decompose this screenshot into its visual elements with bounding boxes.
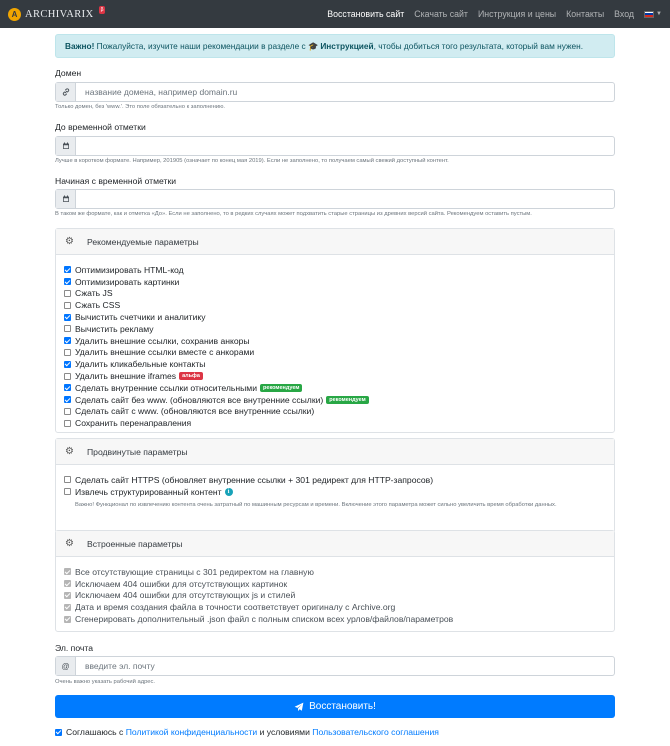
alert-text-end: , чтобы добиться того результата, который вам нужен.: [373, 41, 584, 51]
alert-instruction-link[interactable]: Инструкцией: [320, 41, 374, 51]
language-selector[interactable]: [641, 11, 662, 18]
recommended-checkbox-5[interactable]: [64, 325, 71, 332]
advanced-params-card: [55, 438, 615, 533]
domain-input[interactable]: [76, 83, 614, 101]
recommended-checkbox-11[interactable]: [64, 396, 71, 403]
recommended-params-card: [55, 228, 615, 433]
recommended-option-label-12[interactable]: Сделать сайт с www. (обновляются все внутренние ссылки): [75, 406, 315, 417]
brand-name: ARCHIVARIX: [25, 8, 94, 20]
agreement-checkbox[interactable]: [55, 729, 62, 736]
recommended-checkbox-7[interactable]: [64, 349, 71, 356]
builtin-params-card: [55, 530, 615, 632]
recommended-option-0: [64, 264, 606, 276]
builtin-option-label-2[interactable]: Исключаем 404 ошибки для отсутствующих js и стилей: [75, 590, 296, 601]
builtin-params-title: Встроенные параметры: [87, 538, 183, 549]
timestamp-to-input-group: [55, 136, 615, 156]
nav-item-2[interactable]: Инструкция и цены: [477, 9, 557, 19]
alert-text: Пожалуйста, изучите наши рекомендации в разделе с: [94, 41, 308, 51]
recommended-option-12: [64, 406, 606, 418]
builtin-checkbox-0: [64, 568, 71, 575]
link-icon: [56, 83, 76, 101]
gear-icon: ⚙: [65, 236, 74, 247]
submit-label: Восстановить!: [309, 701, 376, 712]
recommended-checkbox-9[interactable]: [64, 373, 71, 380]
advanced-checkbox-1[interactable]: [64, 488, 71, 495]
builtin-option-label-3[interactable]: Дата и время создания файла в точности соответствует оригиналу с Archive.org: [75, 602, 396, 613]
advanced-options: [56, 465, 614, 498]
alert-strong: Важно!: [65, 41, 95, 51]
builtin-checkbox-2: [64, 592, 71, 599]
recommended-option-2: [64, 288, 606, 300]
advanced-note: Важно! Функционал по извлечению контента очень затратный по машинным ресурсам и времени. Включение этого параметра может сильно увеличить время обработки данных.: [75, 501, 557, 508]
timestamp-from-label: Начиная с временной отметки: [55, 176, 177, 186]
timestamp-to-help: Лучше в коротком формате. Например, 201905 (означает по конец мая 2019). Если не заполнено, то получаем самый свежий доступный контент.: [55, 158, 449, 164]
builtin-option-2: [64, 590, 606, 602]
recommended-checkbox-4[interactable]: [64, 314, 71, 321]
archivarix-logo-icon: A: [8, 8, 21, 21]
recommended-option-label-2[interactable]: Сжать JS: [75, 288, 113, 299]
recommended-checkbox-3[interactable]: [64, 302, 71, 309]
nav-menu: [322, 9, 662, 19]
advanced-option-label-0[interactable]: Сделать сайт HTTPS (обновляет внутренние ссылки + 301 редирект для HTTP-запросов): [75, 474, 434, 485]
at-icon: @: [56, 657, 76, 675]
option-badge: рекомендуем: [326, 396, 368, 404]
email-input-group: [55, 656, 615, 676]
recommended-option-label-9[interactable]: Удалить внешние iframes: [75, 371, 177, 382]
recommended-option-4: [64, 311, 606, 323]
recommended-checkbox-8[interactable]: [64, 361, 71, 368]
recommended-option-label-7[interactable]: Удалить внешние ссылки вместе с анкорами: [75, 347, 255, 358]
recommended-checkbox-12[interactable]: [64, 408, 71, 415]
recommended-option-9: [64, 370, 606, 382]
recommended-option-label-13[interactable]: Сохранить перенаправления: [75, 418, 192, 429]
brand-beta-badge: β: [100, 7, 104, 13]
domain-label: Домен: [55, 68, 82, 78]
builtin-option-label-1[interactable]: Исключаем 404 ошибки для отсутствующих картинок: [75, 578, 288, 589]
russian-flag-icon: [644, 11, 654, 18]
agreement-row: [55, 727, 615, 737]
advanced-option-label-1[interactable]: Извлечь структурированный контент: [75, 486, 222, 497]
gear-icon: ⚙: [65, 538, 74, 549]
nav-item-0[interactable]: Восстановить сайт: [327, 9, 405, 19]
advanced-option-1: [64, 486, 606, 498]
recommended-option-5: [64, 323, 606, 335]
recommended-option-label-10[interactable]: Сделать внутренние ссылки относительными: [75, 382, 258, 393]
agreement-text-1: Соглашаюсь с: [66, 727, 126, 737]
calendar-icon: [56, 137, 76, 155]
nav-item-4[interactable]: Вход: [614, 9, 635, 19]
caret-down-icon: ▼: [656, 11, 662, 17]
recommended-options: [56, 255, 614, 429]
recommended-checkbox-2[interactable]: [64, 290, 71, 297]
recommended-checkbox-10[interactable]: [64, 384, 71, 391]
recommended-checkbox-6[interactable]: [64, 337, 71, 344]
advanced-checkbox-0[interactable]: [64, 476, 71, 483]
timestamp-from-input-group: [55, 189, 615, 209]
email-label: Эл. почта: [55, 643, 94, 653]
recommended-checkbox-1[interactable]: [64, 278, 71, 285]
user-agreement-link[interactable]: Пользовательского соглашения: [312, 727, 439, 737]
timestamp-from-input[interactable]: [76, 190, 614, 208]
important-alert: [55, 34, 615, 58]
brand-logo[interactable]: [8, 8, 105, 21]
privacy-policy-link[interactable]: Политикой конфиденциальности: [125, 727, 258, 737]
recommended-checkbox-13[interactable]: [64, 420, 71, 427]
recommended-option-label-5[interactable]: Вычистить рекламу: [75, 323, 154, 334]
advanced-option-0: [64, 474, 606, 486]
recommended-option-label-0[interactable]: Оптимизировать HTML-код: [75, 264, 184, 275]
builtin-options: [56, 557, 614, 625]
recommended-option-11: [64, 394, 606, 406]
gear-icon: ⚙: [65, 446, 74, 457]
nav-item-1[interactable]: Скачать сайт: [414, 9, 468, 19]
builtin-option-label-4[interactable]: Сгенерировать дополнительный .json файл с полным списком всех урлов/файлов/параметров: [75, 614, 454, 625]
calendar-icon: [56, 190, 76, 208]
recommended-option-3: [64, 299, 606, 311]
builtin-option-1: [64, 578, 606, 590]
recommended-option-label-8[interactable]: Удалить кликабельные контакты: [75, 359, 206, 370]
builtin-checkbox-4: [64, 616, 71, 623]
graduation-cap-icon: 🎓: [307, 40, 319, 51]
recommended-option-label-6[interactable]: Удалить внешние ссылки, сохранив анкоры: [75, 335, 250, 346]
info-icon[interactable]: i: [225, 488, 233, 496]
builtin-option-4: [64, 613, 606, 625]
recommended-option-6: [64, 335, 606, 347]
domain-help: Только домен, без 'www.'. Это поле обязательно к заполнению.: [55, 104, 226, 110]
builtin-option-0: [64, 566, 606, 578]
recommended-checkbox-0[interactable]: [64, 266, 71, 273]
nav-item-3[interactable]: Контакты: [566, 9, 605, 19]
recommended-option-1: [64, 276, 606, 288]
recommended-params-header: [56, 229, 614, 255]
paper-plane-icon: [294, 702, 304, 712]
builtin-checkbox-3: [64, 604, 71, 611]
email-input[interactable]: [76, 657, 614, 675]
option-badge: альфа: [179, 372, 203, 380]
advanced-params-header: [56, 439, 614, 465]
email-help: Очень важно указать рабочий адрес.: [55, 679, 156, 685]
timestamp-to-input[interactable]: [76, 137, 614, 155]
recommended-option-13: [64, 417, 606, 429]
recommended-option-label-1[interactable]: Оптимизировать картинки: [75, 276, 180, 287]
domain-input-group: [55, 82, 615, 102]
timestamp-from-help: В таком же формате, как и отметка «До». Если не заполнено, то в редких случаях может подхватить старые страницы из древних версий сайта. Рекомендуем оставить пустым.: [55, 211, 532, 217]
builtin-option-3: [64, 601, 606, 613]
recommended-option-label-3[interactable]: Сжать CSS: [75, 300, 121, 311]
agreement-text-2: и условиями: [257, 727, 313, 737]
builtin-checkbox-1: [64, 580, 71, 587]
option-badge: рекомендуем: [260, 384, 302, 392]
recommended-option-7: [64, 347, 606, 359]
recommended-option-label-4[interactable]: Вычистить счетчики и аналитику: [75, 312, 206, 323]
recommended-option-10: [64, 382, 606, 394]
recommended-option-8: [64, 358, 606, 370]
builtin-params-header: [56, 531, 614, 557]
navbar: [0, 0, 670, 28]
timestamp-to-label: До временной отметки: [55, 122, 146, 132]
recommended-option-label-11[interactable]: Сделать сайт без www. (обновляются все внутренние ссылки): [75, 394, 324, 405]
advanced-params-title: Продвинутые параметры: [87, 446, 188, 457]
builtin-option-label-0[interactable]: Все отсутствующие страницы с 301 редиректом на главную: [75, 566, 314, 577]
restore-submit-button[interactable]: [55, 695, 615, 718]
recommended-params-title: Рекомендуемые параметры: [87, 236, 199, 247]
